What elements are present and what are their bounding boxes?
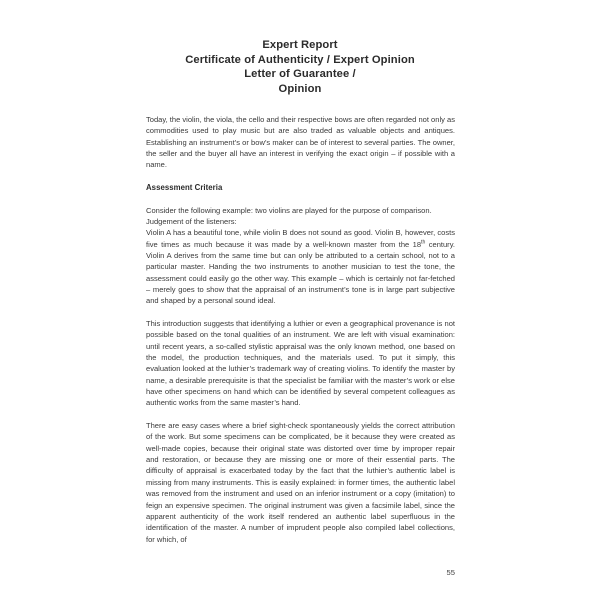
section-heading-assessment-criteria: Assessment Criteria xyxy=(146,183,223,193)
document-title-block xyxy=(146,38,454,96)
example-body-text: Violin A has a beautiful tone, while violin B does not sound as good. Violin B, however, costs five times as much because it was made by a well-known master from the 18 xyxy=(146,228,455,249)
document-body xyxy=(146,114,455,545)
paragraph-intro: Today, the violin, the viola, the cello and their respective bows are often regarded not only as commodities used to play music but are also traded as valuable objects and antiques. Establishing an instrument’s or bow’s maker can be of interest to several parties. The owner, the seller and the buyer all have an interest in verifying the exact origin – if possible with a name. xyxy=(146,115,455,170)
paragraph-introduction-analysis: This introduction suggests that identifying a luthier or even a geographical provenance is not possible based on the tonal qualities of an instrument. We are left with visual examination: until recent years, a so-called stylistic appraisal was the only known method, one based on the model, the production techniques, and the materials used. To put it simply, this evaluation looked at the luthier’s trademark way of creating violins. To identify the master by name, a desirable prerequisite is that the specialist be familiar with the master’s work or else have other specimens on hand which can be identified by several competent colleagues as authentic works from the same master’s hand. xyxy=(146,319,455,408)
example-body-continued: century. Violin A derives from the same time but can only be attributed to a certain school, not to a particular master. Handing the two instruments to another musician to test the tone, the assessment could easily go the other way. This example – which is certainly not far-fetched – merely goes to show that the appraisal of an instrument’s tone is in large part subjective and shaped by a personal sound ideal. xyxy=(146,239,456,306)
ordinal-suffix: th xyxy=(421,239,426,246)
title-line-1: Expert Report xyxy=(262,39,338,51)
title-line-2: Certificate of Authenticity / Expert Opinion xyxy=(185,53,415,66)
paragraph-attribution-difficulty: There are easy cases where a brief sight-check spontaneously yields the correct attribution of the work. But some specimens can be complicated, be it because they were created as well-made copies, because their original state was distorted over time by improper repair and restoration, or because they are missing one or more of their essential parts. The difficulty of appraisal is exacerbated today by the fact that the luthier’s authentic label is missing from many instruments. This is easily explained: in former times, the authentic label was removed from the instrument and used on an inferior instrument or a copy (imitation) to feign an expensive specimen. The original instrument was given a facsimile label, since the apparent authenticity of the work itself rendered an authentic label superfluous in the identification of the master. A number of imprudent people also compiled label collections, for which, of xyxy=(146,421,455,544)
title-line-3: Letter of Guarantee / xyxy=(244,68,356,81)
title-line-4: Opinion xyxy=(278,82,322,95)
page-number: 55 xyxy=(446,568,455,577)
paragraph-example-block xyxy=(146,205,455,307)
example-intro-text: Consider the following example: two violins are played for the purpose of comparison. xyxy=(146,205,432,215)
judgement-label: Judgement of the listeners: xyxy=(146,217,237,226)
